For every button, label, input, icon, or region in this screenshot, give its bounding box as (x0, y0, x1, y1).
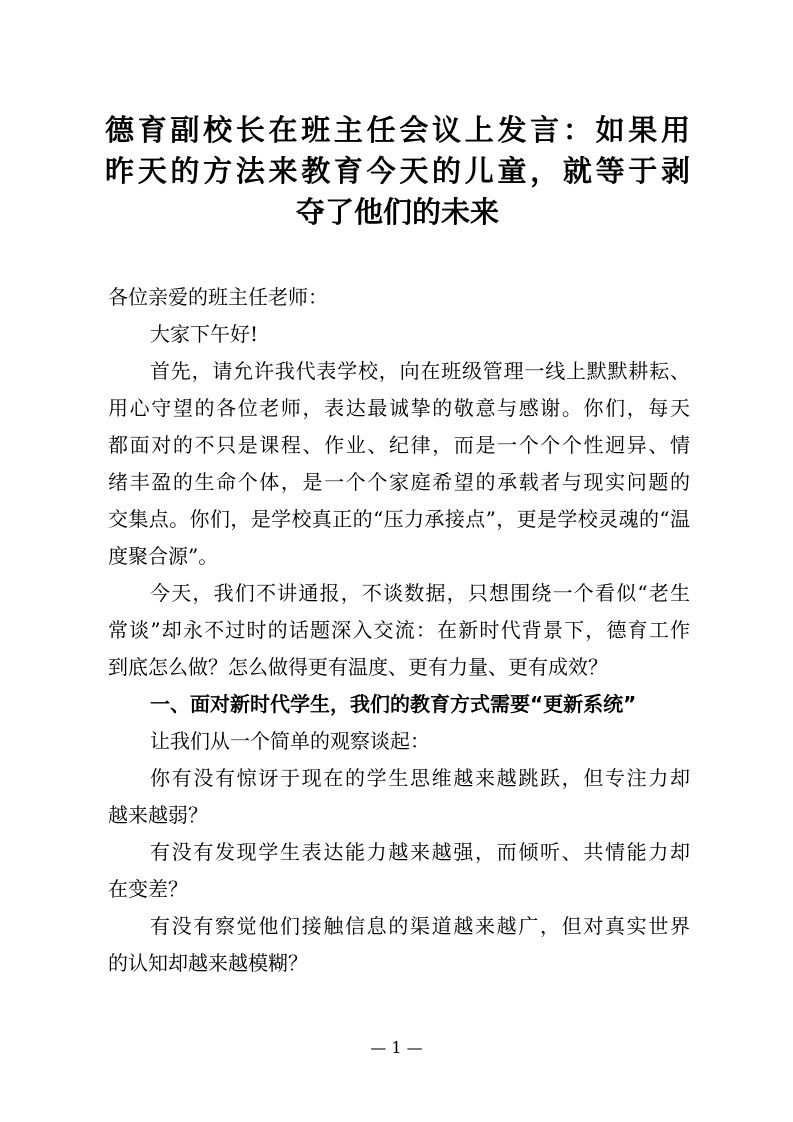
text-line: 在变差？ (108, 877, 188, 901)
title-line: 德育副校长在班主任会议上发言：如果用 (105, 113, 690, 147)
document-title (105, 110, 690, 233)
title-line: 昨天的方法来教育今天的儿童，就等于剥 (105, 154, 690, 188)
greeting: 大家下午好! (150, 322, 259, 346)
text-line: 绪丰盈的生命个体，是一个个家庭希望的承载者与现实问题的 (108, 470, 690, 494)
text-line: 越来越弱？ (108, 803, 208, 827)
text-line: 让我们从一个简单的观察谈起： (150, 729, 430, 753)
text-line: 度聚合源”。 (108, 544, 219, 568)
text-line: 交集点。你们，是学校真正的“压力承接点”，更是学校灵魂的“温 (108, 507, 690, 531)
text-line: 到底怎么做？怎么做得更有温度、更有力量、更有成效？ (108, 655, 608, 679)
section-heading: 一、面对新时代学生，我们的教育方式需要“更新系统” (150, 692, 637, 716)
text-line: 有没有察觉他们接触信息的渠道越来越广，但对真实世界 (150, 914, 690, 938)
text-line: 你有没有惊讶于现在的学生思维越来越跳跃，但专注力却 (150, 766, 690, 790)
text-line: 常谈”却永不过时的话题深入交流：在新时代背景下，德育工作 (108, 618, 690, 642)
page-number: — 1 — (370, 1038, 423, 1057)
text-line: 都面对的不只是课程、作业、纪律，而是一个个个性迥异、情 (108, 433, 690, 457)
text-line: 首先，请允许我代表学校，向在班级管理一线上默默耕耘、 (150, 359, 690, 383)
salutation: 各位亲爱的班主任老师： (108, 285, 328, 309)
text-line: 今天，我们不讲通报，不谈数据，只想围绕一个看似“老生 (150, 581, 690, 605)
title-line: 夺了他们的未来 (295, 195, 499, 229)
text-line: 的认知却越来越模糊？ (108, 951, 308, 975)
text-line: 用心守望的各位老师，表达最诚挚的敬意与感谢。你们，每天 (108, 396, 690, 420)
document-body (108, 279, 690, 982)
text-line: 有没有发现学生表达能力越来越强，而倾听、共情能力却 (150, 840, 690, 864)
